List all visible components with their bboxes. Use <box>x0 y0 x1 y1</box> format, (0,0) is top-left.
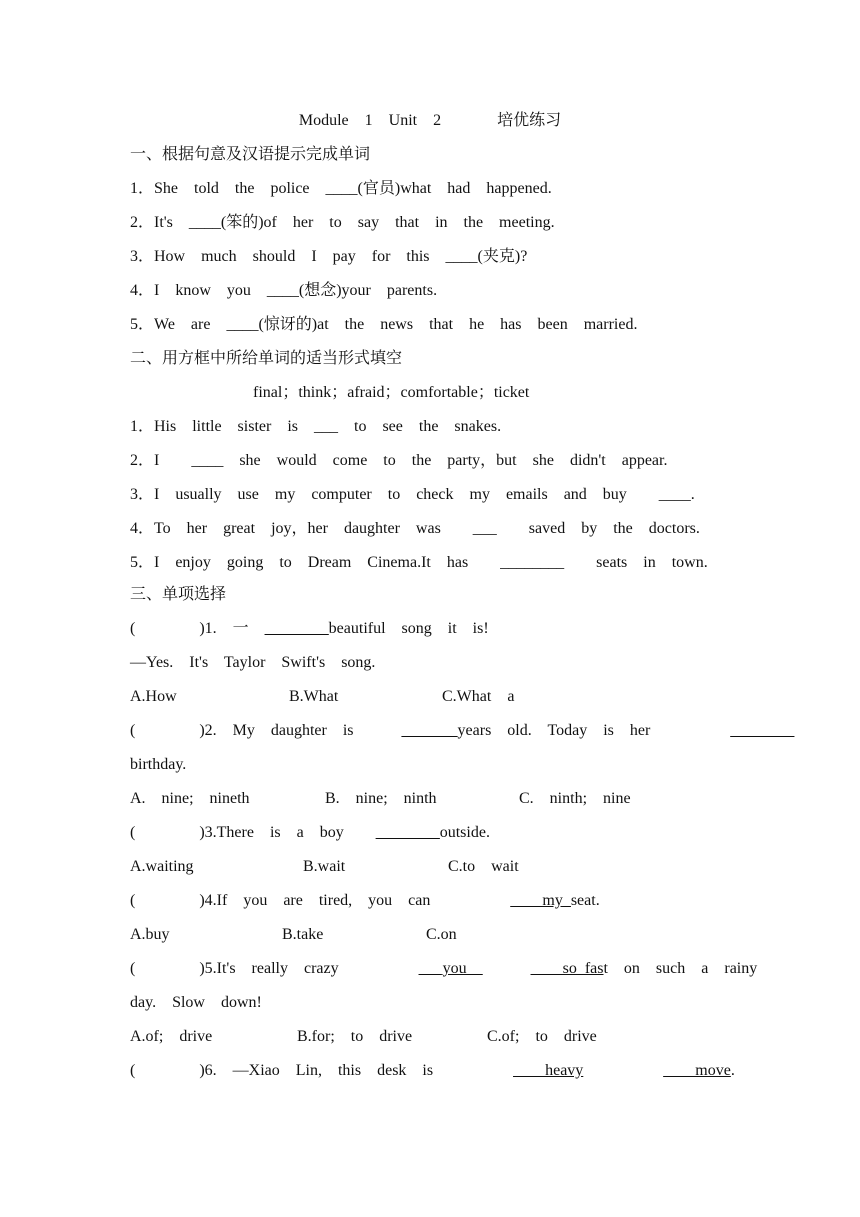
q5-blank-1: ___you__ <box>418 960 483 977</box>
q4-option-b: B.take <box>282 926 324 943</box>
question-6 <box>130 1060 735 1082</box>
q2-continuation: birthday. <box>130 756 187 773</box>
q5-gap <box>483 960 531 977</box>
q4-option-c: C.on <box>426 926 457 943</box>
q1-blank: ________ <box>264 620 329 637</box>
question-4 <box>130 890 600 912</box>
q3-option-c: C.to wait <box>448 858 519 875</box>
q4-option-a: A.buy <box>130 926 170 943</box>
q3-prefix: ( )3.There is a boy <box>130 824 376 841</box>
q1-reply: —Yes. It's Taylor Swift's song. <box>130 654 376 671</box>
q5-prefix: ( )5.It's really crazy <box>130 960 419 977</box>
q2-text: years old. Today is her <box>457 722 731 739</box>
section3-heading: 三、单项选择 <box>130 586 227 603</box>
q6-blank-2: ____move <box>663 1062 731 1079</box>
q3-option-a: A.waiting <box>130 858 194 875</box>
q3-option-b: B.wait <box>303 858 346 875</box>
q4-prefix: ( )4.If you are tired, you can <box>130 892 511 909</box>
q5-option-b: B.for; to drive <box>297 1028 413 1045</box>
q2-blank-1: _______ <box>401 722 458 739</box>
section2-item-2: 2．I ____ she would come to the party，but she didn't appear. <box>130 452 668 469</box>
q2-option-c: C. ninth; nine <box>519 790 631 807</box>
q6-prefix: ( )6. —Xiao Lin, this desk is <box>130 1062 514 1079</box>
section2-heading: 二、用方框中所给单词的适当形式填空 <box>130 350 403 367</box>
q2-blank-2: ________ <box>730 722 795 739</box>
q6-end: . <box>730 1062 735 1079</box>
q3-text: outside. <box>439 824 490 841</box>
q5-continuation: day. Slow down! <box>130 994 262 1011</box>
q3-blank: ________ <box>375 824 440 841</box>
section1-item-5: 5．We are ____(惊讶的)at the news that he has been married. <box>130 316 638 333</box>
q2-option-a: A. nine; nineth <box>130 790 250 807</box>
question-2 <box>130 720 794 742</box>
section1-item-3: 3．How much should I pay for this ____(夹克)? <box>130 248 528 265</box>
q2-option-b: B. nine; ninth <box>325 790 437 807</box>
q1-option-b: B.What <box>289 688 339 705</box>
section1-item-4: 4．I know you ____(想念)your parents. <box>130 282 438 299</box>
section1-item-2: 2．It's ____(笨的)of her to say that in the meeting. <box>130 214 555 231</box>
word-box: final；think；afraid；comfortable；ticket <box>253 384 530 401</box>
q1-option-c: C.What a <box>442 688 515 705</box>
section2-item-1: 1．His little sister is ___ to see the snakes. <box>130 418 502 435</box>
q4-blank: ____my_ <box>510 892 571 909</box>
q5-text: t on such a rainy <box>603 960 758 977</box>
q1-prefix: ( )1. 一 <box>130 620 265 637</box>
q6-gap <box>583 1062 663 1079</box>
section2-item-4: 4．To her great joy，her daughter was ___ saved by the doctors. <box>130 520 700 537</box>
section2-item-3: 3．I usually use my computer to check my emails and buy ____. <box>130 486 695 503</box>
q5-option-c: C.of; to drive <box>487 1028 597 1045</box>
q5-option-a: A.of; drive <box>130 1028 213 1045</box>
page-title: Module 1 Unit 2 培优练习 <box>298 112 562 129</box>
section1-item-1: 1．She told the police ____(官员)what had happened. <box>130 180 552 197</box>
q6-blank-1: ____heavy <box>513 1062 584 1079</box>
question-3 <box>130 822 490 844</box>
section2-item-5: 5．I enjoy going to Dream Cinema.It has ________ seats in town. <box>130 554 708 571</box>
q1-option-a: A.How <box>130 688 177 705</box>
q1-text: beautiful song it is! <box>328 620 489 637</box>
section1-heading: 一、根据句意及汉语提示完成单词 <box>130 146 371 163</box>
q5-blank-2: ____so fas <box>530 960 604 977</box>
q2-prefix: ( )2. My daughter is <box>130 722 402 739</box>
q4-text: seat. <box>570 892 600 909</box>
question-1 <box>130 618 489 640</box>
question-5 <box>130 958 757 980</box>
